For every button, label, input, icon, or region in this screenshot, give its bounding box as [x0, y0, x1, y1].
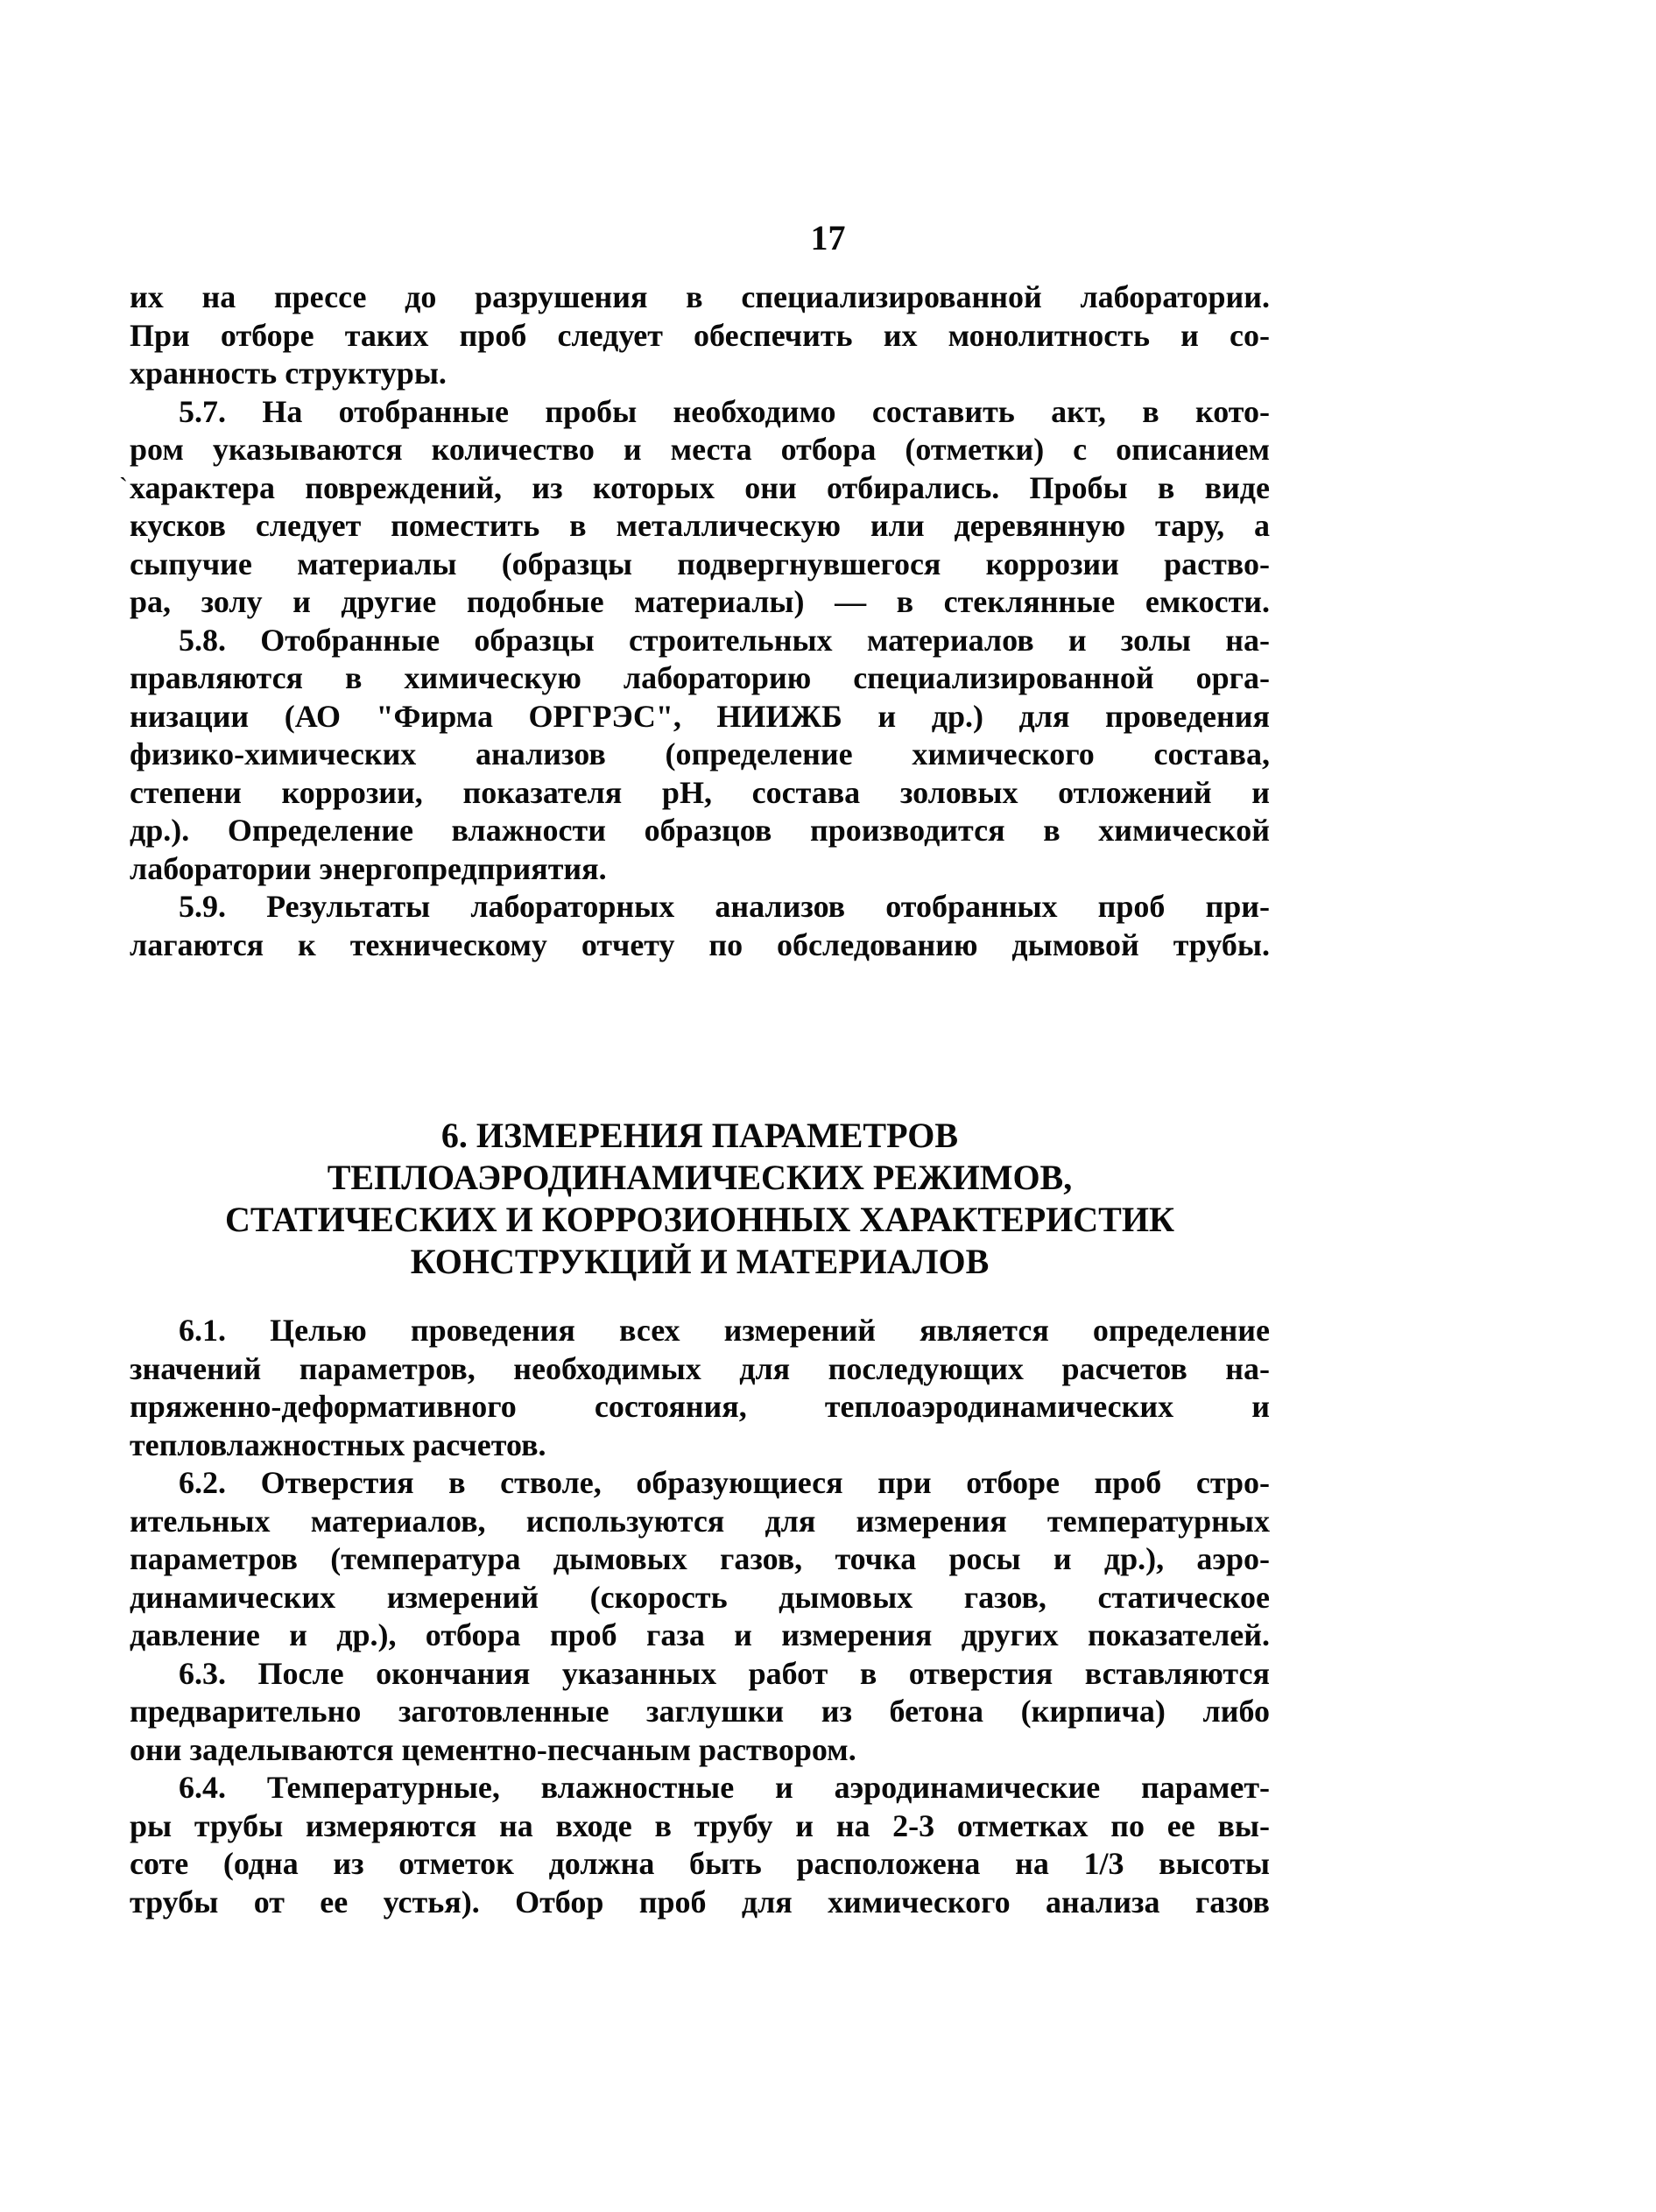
- text-line: динамических измерений (скорость дымовых газов, статическое: [130, 1579, 1270, 1615]
- paragraph-5-7-start: 5.7. На отобранные пробы необходимо составить акт, в кото-: [179, 393, 1270, 429]
- text-line: сыпучие материалы (образцы подвергнувшегося коррозии раство-: [130, 546, 1270, 581]
- text-line: низации (АО "Фирма ОРГРЭС", НИИЖБ и др.) для проведения: [130, 698, 1270, 734]
- heading-line: СТАТИЧЕСКИХ И КОРРОЗИОННЫХ ХАРАКТЕРИСТИК: [225, 1200, 1174, 1239]
- heading-line: КОНСТРУКЦИЙ И МАТЕРИАЛОВ: [410, 1242, 990, 1281]
- text-line: значений параметров, необходимых для последующих расчетов на-: [130, 1350, 1270, 1386]
- page-number: 17: [810, 218, 846, 257]
- paragraph-5-8-start: 5.8. Отобранные образцы строительных материалов и золы на-: [179, 622, 1270, 658]
- text-line: предварительно заготовленные заглушки из бетона (кирпича) либо: [130, 1694, 1270, 1729]
- text-line: давление и др.), отбора проб газа и измерения других показателей.: [130, 1617, 1270, 1652]
- text-line: правляются в химическую лабораторию специализированной орга-: [130, 660, 1270, 695]
- section-6-heading: [130, 1115, 1270, 1283]
- paragraph-6-3-start: 6.3. После окончания указанных работ в отверстия вставляются: [179, 1655, 1270, 1691]
- text-line: хранность структуры.: [130, 356, 447, 391]
- text-line: параметров (температура дымовых газов, точка росы и др.), аэро-: [130, 1541, 1270, 1576]
- text-line: ром указываются количество и места отбора (отметки) с описанием ˏ: [130, 431, 1270, 469]
- section-6-text: [130, 1312, 1270, 1921]
- text-line: ра, золу и другие подобные материалы) — в стеклянные емкости.: [130, 584, 1270, 619]
- heading-line: 6. ИЗМЕРЕНИЯ ПАРАМЕТРОВ: [440, 1116, 959, 1155]
- text-line: кусков следует поместить в металлическую или деревянную тару, а: [130, 508, 1270, 543]
- margin-mark: ˏ: [119, 453, 128, 482]
- text-line: ры трубы измеряются на входе в трубу и на 2-3 отметках по ее вы-: [130, 1807, 1270, 1843]
- text-line: ительных материалов, используются для измерения температурных: [130, 1503, 1270, 1539]
- text-line: При отборе таких проб следует обеспечить их монолитность и со-: [130, 317, 1270, 353]
- text-line: их на прессе до разрушения в специализированной лаборатории.: [130, 279, 1270, 314]
- text-line: др.). Определение влажности образцов производится в химической: [130, 813, 1270, 848]
- text-line: соте (одна из отметок должна быть расположена на 1/3 высоты: [130, 1846, 1270, 1881]
- paragraph-5-9-start: 5.9. Результаты лабораторных анализов отобранных проб при-: [179, 889, 1270, 924]
- text-line: лаборатории энергопредприятия.: [130, 850, 607, 886]
- heading-line: ТЕПЛОАЭРОДИНАМИЧЕСКИХ РЕЖИМОВ,: [327, 1158, 1073, 1197]
- paragraph-6-1-start: 6.1. Целью проведения всех измерений является определение: [179, 1313, 1270, 1348]
- text-line: лагаются к техническому отчету по обследованию дымовой трубы.: [130, 926, 1270, 962]
- text-line: характера повреждений, из которых они отбирались. Пробы в виде: [130, 469, 1270, 505]
- text-line: они заделываются цементно-песчаным раствором.: [130, 1731, 856, 1767]
- text-line: тепловлажностных расчетов.: [130, 1427, 546, 1462]
- paragraph-6-4-start: 6.4. Температурные, влажностные и аэродинамические парамет-: [179, 1770, 1270, 1805]
- text-line: трубы от ее устья). Отбор проб для химического анализа газов: [130, 1884, 1270, 1920]
- text-line: пряженно-деформативного состояния, теплоаэродинамических и: [130, 1389, 1270, 1424]
- text-line: степени коррозии, показателя pH, состава золовых отложений и: [130, 774, 1270, 810]
- section-5-text: [119, 278, 1270, 964]
- text-line: физико-химических анализов (определение химического состава,: [130, 736, 1270, 771]
- paragraph-6-2-start: 6.2. Отверстия в стволе, образующиеся при отборе проб стро-: [179, 1465, 1270, 1500]
